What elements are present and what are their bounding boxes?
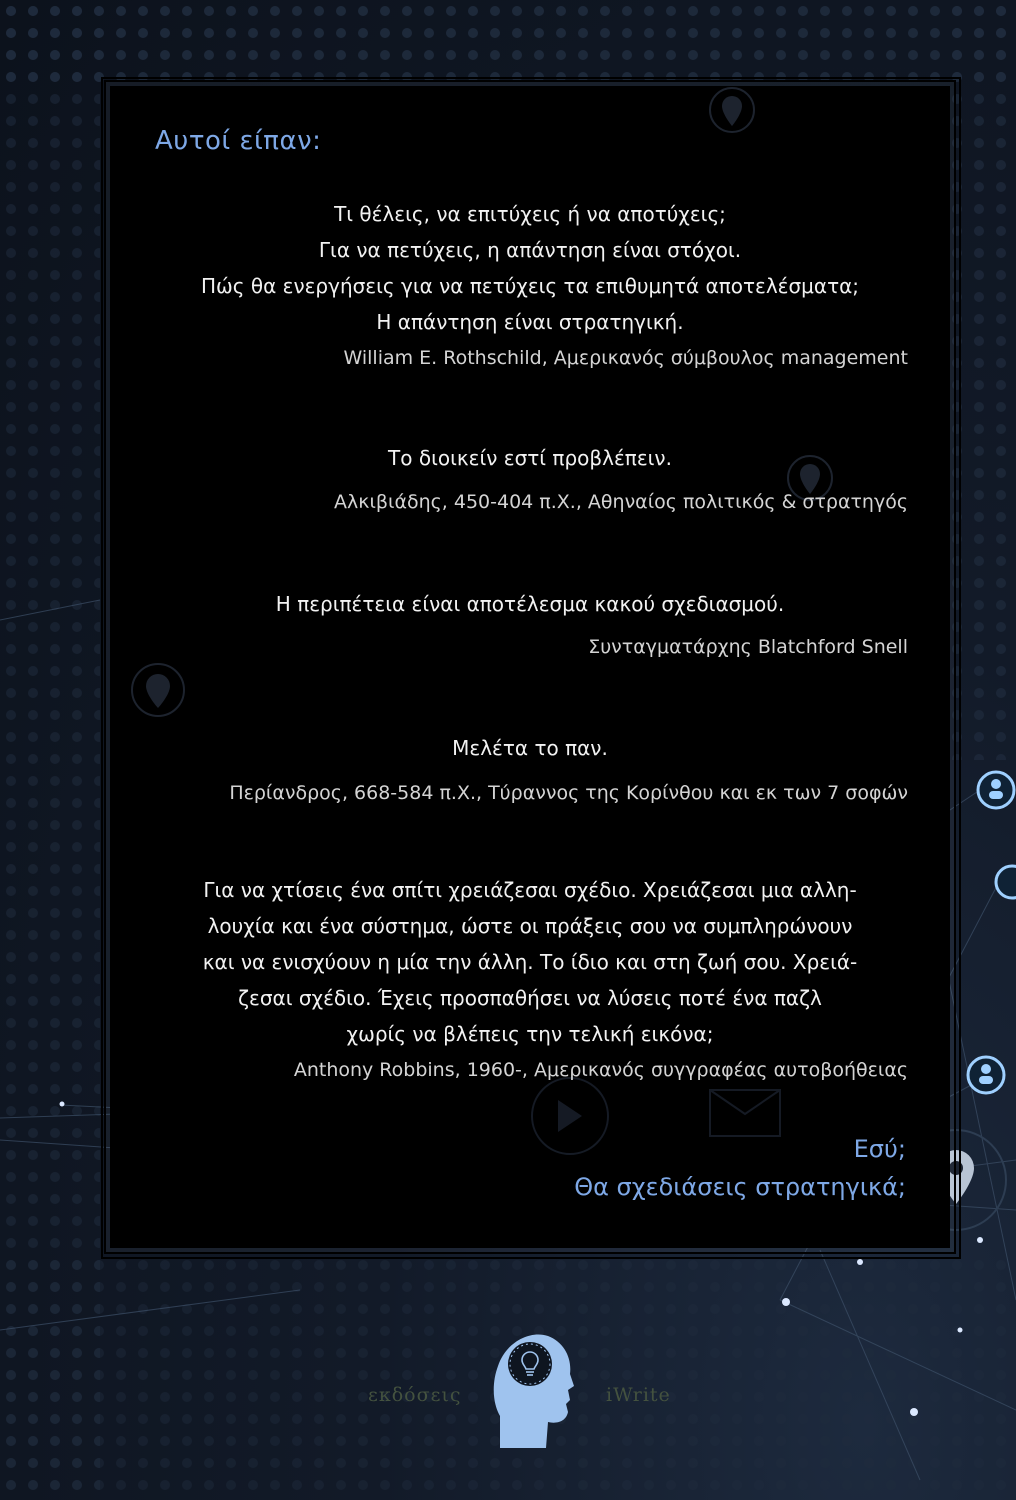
- quote-4-author: Περίανδρος, 668-584 π.Χ., Τύραννος της Κορίνθου και εκ των 7 σοφών: [229, 782, 908, 804]
- quote-line: Μελέτα το παν.: [452, 736, 608, 760]
- quote-line: Τι θέλεις, να επιτύχεις ή να αποτύχεις;: [334, 202, 726, 226]
- quote-line: Το διοικείν εστί προβλέπειν.: [388, 446, 672, 470]
- quote-1: [130, 196, 930, 340]
- quote-line: Η απάντηση είναι στρατηγική.: [376, 310, 684, 334]
- quote-line: Πώς θα ενεργήσεις για να πετύχεις τα επιθυμητά αποτελέσματα;: [200, 274, 860, 298]
- publisher-name: iWrite: [606, 1384, 671, 1406]
- quote-5-author: Anthony Robbins, 1960-, Αμερικανός συγγραφέας αυτοβοήθειας: [293, 1059, 908, 1081]
- quote-5: [130, 872, 930, 1052]
- quote-4: [130, 730, 930, 766]
- quote-3: [130, 586, 930, 622]
- quote-1-author: William E. Rothschild, Αμερικανός σύμβουλος management: [343, 347, 908, 369]
- quote-2-author: Αλκιβιάδης, 450-404 π.Χ., Αθηναίος πολιτικός & στρατηγός: [334, 491, 908, 513]
- quote-line: χωρίς να βλέπεις την τελική εικόνα;: [346, 1022, 714, 1046]
- quote-line: λουχία και ένα σύστημα, ώστε οι πράξεις σου να συμπληρώνουν: [207, 914, 853, 938]
- quote-line: ζεσαι σχέδιο. Έχεις προσπαθήσει να λύσεις ποτέ ένα παζλ: [238, 986, 822, 1010]
- head-lightbulb-logo-icon: [492, 1330, 574, 1448]
- closing-line: Θα σχεδιάσεις στρατηγικά;: [574, 1173, 906, 1201]
- quote-line: Για να χτίσεις ένα σπίτι χρειάζεσαι σχέδιο. Χρειάζεσαι μια αλλη-: [203, 878, 857, 902]
- quote-3-author: Συνταγματάρχης Blatchford Snell: [588, 636, 908, 658]
- page-heading: Αυτοί είπαν:: [155, 126, 322, 156]
- closing-line: Εσύ;: [853, 1135, 906, 1163]
- quote-line: και να ενισχύουν η μία την άλλη. Το ίδιο και στη ζωή σου. Χρειά-: [202, 950, 858, 974]
- quote-line: Για να πετύχεις, η απάντηση είναι στόχοι.: [318, 238, 742, 262]
- quote-2: [130, 440, 930, 476]
- publisher-label: εκδόσεις: [368, 1384, 462, 1406]
- closing-question: [574, 1130, 906, 1206]
- quote-line: Η περιπέτεια είναι αποτέλεσμα κακού σχεδιασμού.: [275, 592, 785, 616]
